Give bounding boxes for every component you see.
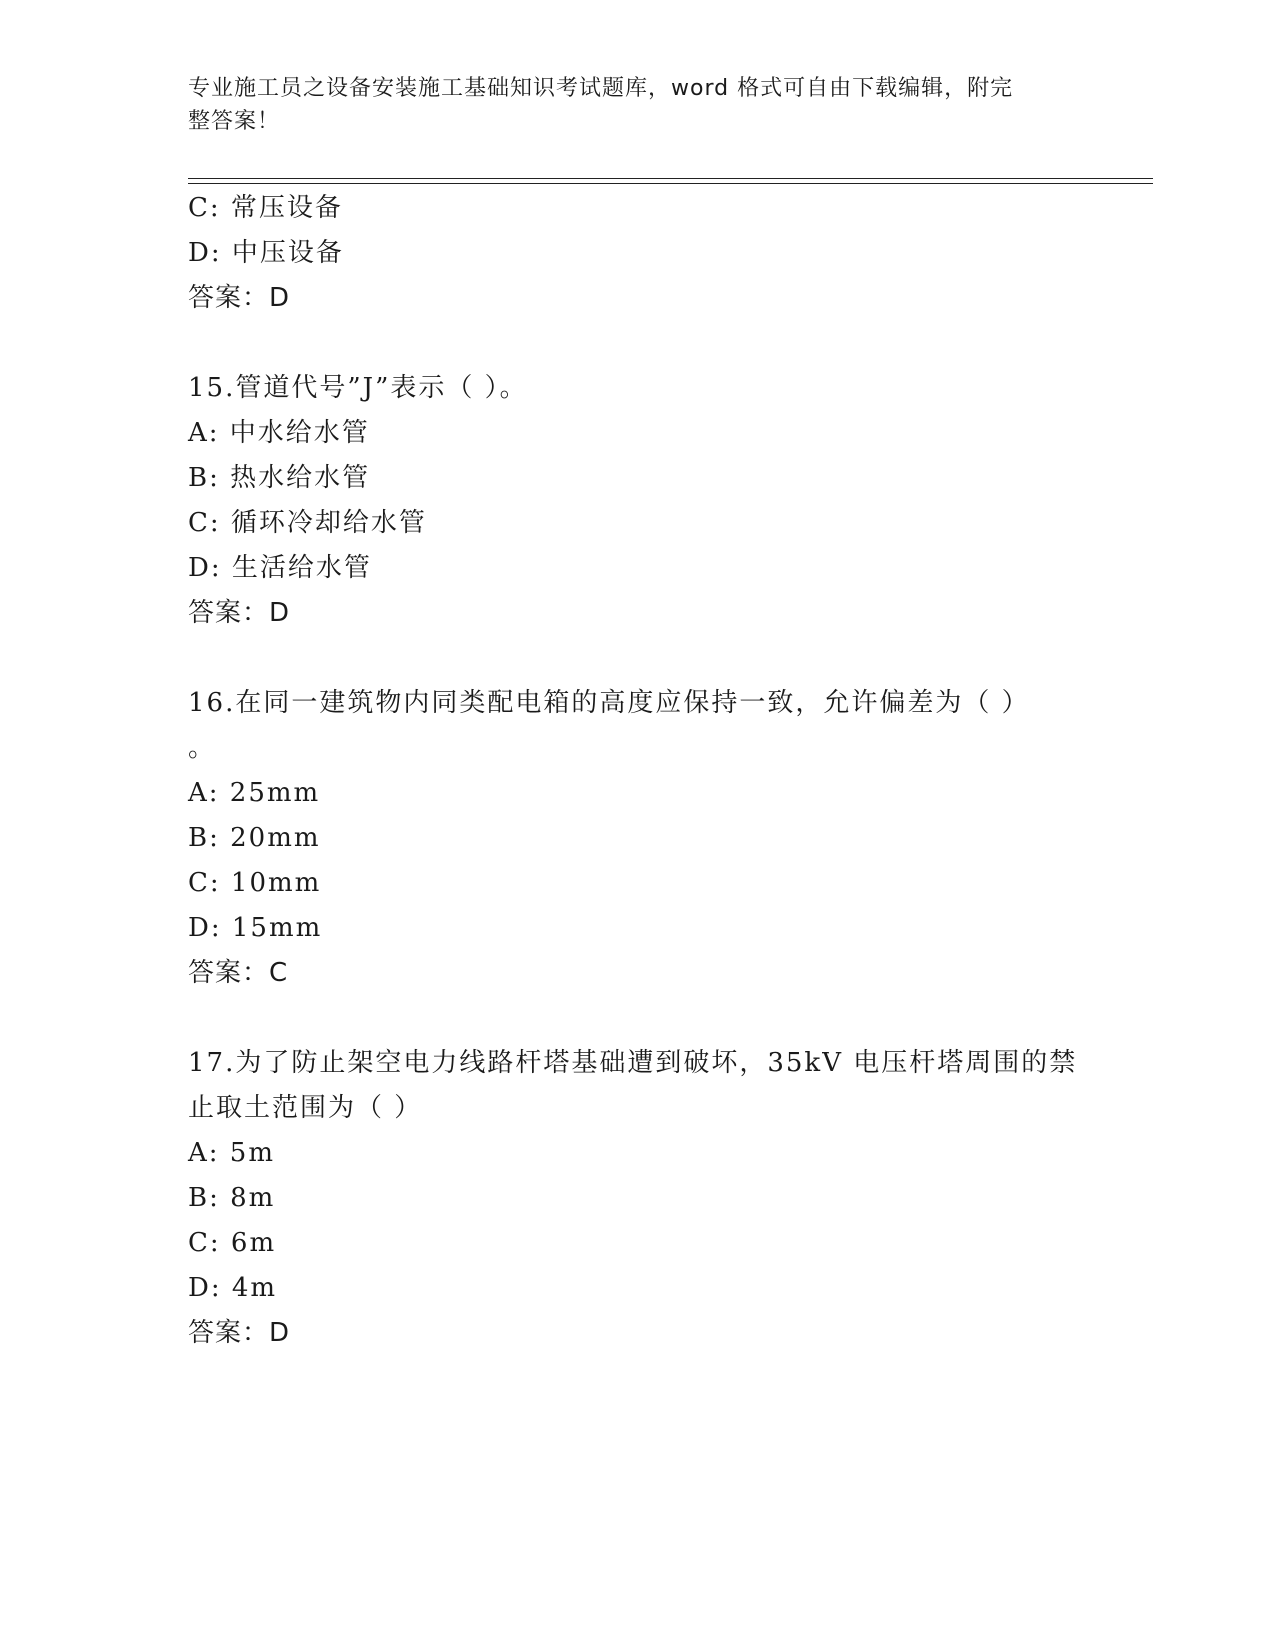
q17-stem-line-1: 17.为了防止架空电力线路杆塔基础遭到破坏，35kV 电压杆塔周围的禁 [188,1048,1078,1078]
q17-option-d: D: 4m [188,1273,278,1303]
q15-option-c: C: 循环冷却给水管 [188,508,427,538]
q14-option-d: D: 中压设备 [188,238,344,268]
q15-option-d: D: 生活给水管 [188,553,372,583]
q16-option-d: D: 15mm [188,913,323,943]
q16-option-a: A: 25mm [188,778,321,808]
header-title-line-2: 整答案！ [188,109,281,134]
q17-option-c: C: 6m [188,1228,277,1258]
q14-answer: 答案：D [188,283,291,313]
q16-option-c: C: 10mm [188,868,322,898]
q17-option-a: A: 5m [188,1138,275,1168]
q16-answer: 答案：C [188,958,289,988]
header-divider [188,178,1153,184]
q15-answer: 答案：D [188,598,291,628]
q15-option-b: B: 热水给水管 [188,463,371,493]
header-title-line-1: 专业施工员之设备安装施工基础知识考试题库，word 格式可自由下载编辑，附完 [188,76,1014,101]
q17-answer: 答案：D [188,1318,291,1348]
q16-stem-line-2: 。 [188,733,217,763]
q17-stem-line-2: 止取土范围为（ ） [188,1093,423,1123]
q16-option-b: B: 20mm [188,823,321,853]
q16-stem-line-1: 16.在同一建筑物内同类配电箱的高度应保持一致，允许偏差为（ ） [188,688,1030,718]
q15-option-a: A: 中水给水管 [188,418,370,448]
q17-option-b: B: 8m [188,1183,276,1213]
q15-stem: 15.管道代号”J”表示（ ）。 [188,373,528,403]
q14-option-c: C: 常压设备 [188,193,343,223]
document-header [188,72,1088,138]
